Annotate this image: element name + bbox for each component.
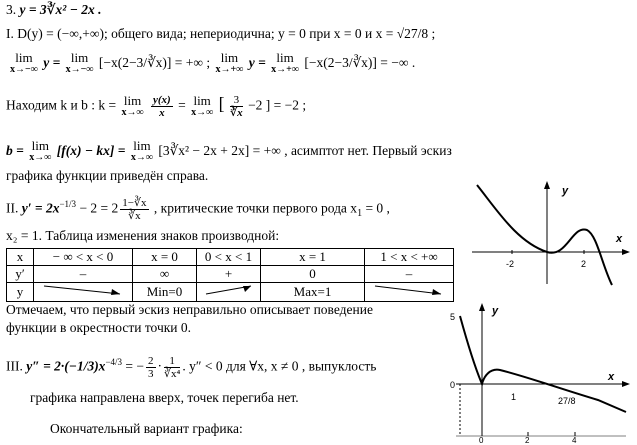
graph2-y-label: y xyxy=(492,305,499,317)
part2-fraction: $\frac{1-∛x}{∛x}$ xyxy=(122,196,147,222)
lim-2-expr: [−x(2−3/∛x)] = −∞ . xyxy=(304,55,416,71)
lim-1: lim x→−∞ xyxy=(10,50,38,75)
part2-line: II. $y' = 2x^{-1/3} - 2 = 2$ $\frac{1-∛x}{∛x}$ , критические точки первого рода $x_1 = 0$ , xyxy=(6,196,390,222)
graph2-tick: 2 xyxy=(525,436,530,443)
graph1-x-label: x xyxy=(616,233,623,245)
graph2-x-label: x xyxy=(608,371,615,383)
note-line-2: функции в окрестности точки 0. xyxy=(6,320,192,335)
graph1-tick: 2 xyxy=(581,259,587,269)
arrow-down-cell xyxy=(34,283,133,302)
derivative-sign-table xyxy=(6,248,454,302)
lim-2: lim x→−∞ xyxy=(65,50,94,75)
increase-arrow-icon xyxy=(203,283,255,297)
part1-text: D(y) = (−∞,+∞); общего вида; непериодична; y = 0 при x = 0 и x = √27/8 ; xyxy=(17,26,436,41)
b-expr: [3∛x² − 2x + 2x] = +∞ , асимптот нет. Первый эскиз xyxy=(158,143,452,159)
graph2-curve xyxy=(460,316,626,412)
b-pre: b = xyxy=(6,143,24,159)
table-row: x − ∞ < x < 0 x = 0 0 < x < 1 x = 1 1 < x < +∞ xyxy=(7,249,454,266)
lim-1-expr: [−x(2−3/∛x)] = +∞ ; xyxy=(98,55,211,71)
lim-3: lim x→+∞ xyxy=(215,50,244,75)
function-definition: y = 3∛x² − 2x . xyxy=(19,2,102,17)
x2-line: x₂ = 1. Таблица изменения знаков производной: xyxy=(6,228,280,243)
graph2-tick: 0 xyxy=(450,380,456,390)
lim-4: lim x→+∞ xyxy=(271,50,299,75)
task-header xyxy=(6,2,102,18)
arrow-up-cell xyxy=(197,283,261,302)
graph1-curve xyxy=(477,185,612,285)
convexity-line: графика направлена вверх, точек перегиба нет. xyxy=(30,390,299,405)
b-mid: [f(x) − kx] = xyxy=(56,143,126,159)
lim-1-y: y = xyxy=(43,55,61,71)
part3-roman: III. xyxy=(6,358,23,374)
table-row: y′ – ∞ + 0 – xyxy=(7,266,454,283)
part3-line: III. $y'' = 2\cdot(-1/3)x^{-4/3}$ = − $\frac{2}{3}$ · $\frac{1}{\text{∛x⁴}}$ . y″ < 0 для ∀x, x ≠ 0 , выпуклость xyxy=(6,354,377,380)
k-line: Находим k и b : k = lim x→∞ $\frac{y(x)}{x}$ = lim x→∞ [ $\frac{3}{∛x}$ −2 ] = −2 ; xyxy=(6,92,307,119)
graph2-tick: 4 xyxy=(572,436,577,443)
graph1-tick: -2 xyxy=(506,259,515,269)
final-graph xyxy=(448,300,634,443)
final-graph-caption: Окончательный вариант графика: xyxy=(50,421,243,436)
graph-note: графика функции приведён справа. xyxy=(6,168,209,183)
limits-line xyxy=(8,52,415,76)
graph2-tick: 27/8 xyxy=(558,396,576,406)
decrease-arrow-icon xyxy=(40,283,126,297)
k-bracket-fraction: $\frac{3}{∛x}$ xyxy=(229,94,243,119)
part1-roman: I. xyxy=(6,26,14,41)
table-row: y Min=0 Max=1 xyxy=(7,283,454,302)
graph2-tick: 5 xyxy=(450,312,456,322)
part2-roman: II. xyxy=(6,200,19,216)
decrease-arrow-icon xyxy=(371,283,447,297)
k-intro: Находим k и b : k = xyxy=(6,97,117,113)
arrow-down-cell xyxy=(365,283,454,302)
k-result: −2 ] = −2 ; xyxy=(248,97,307,113)
task-number: 3. xyxy=(6,2,17,17)
graph1-y-label: y xyxy=(562,185,569,197)
first-sketch-graph xyxy=(472,180,632,288)
part1-line xyxy=(6,26,435,42)
note-line-1: Отмечаем, что первый эскиз неправильно описывает поведение xyxy=(6,302,373,317)
graph2-tick: 1 xyxy=(511,392,517,402)
b-line: b = lim x→∞ [f(x) − kx] = lim x→∞ [3∛x² − 2x + 2x] = +∞ , асимптот нет. Первый эскиз xyxy=(6,138,452,163)
graph2-tick: 0 xyxy=(479,436,484,443)
lim-3-y: y = xyxy=(248,55,266,71)
k-fraction: $\frac{y(x)}{x}$ xyxy=(152,94,171,119)
